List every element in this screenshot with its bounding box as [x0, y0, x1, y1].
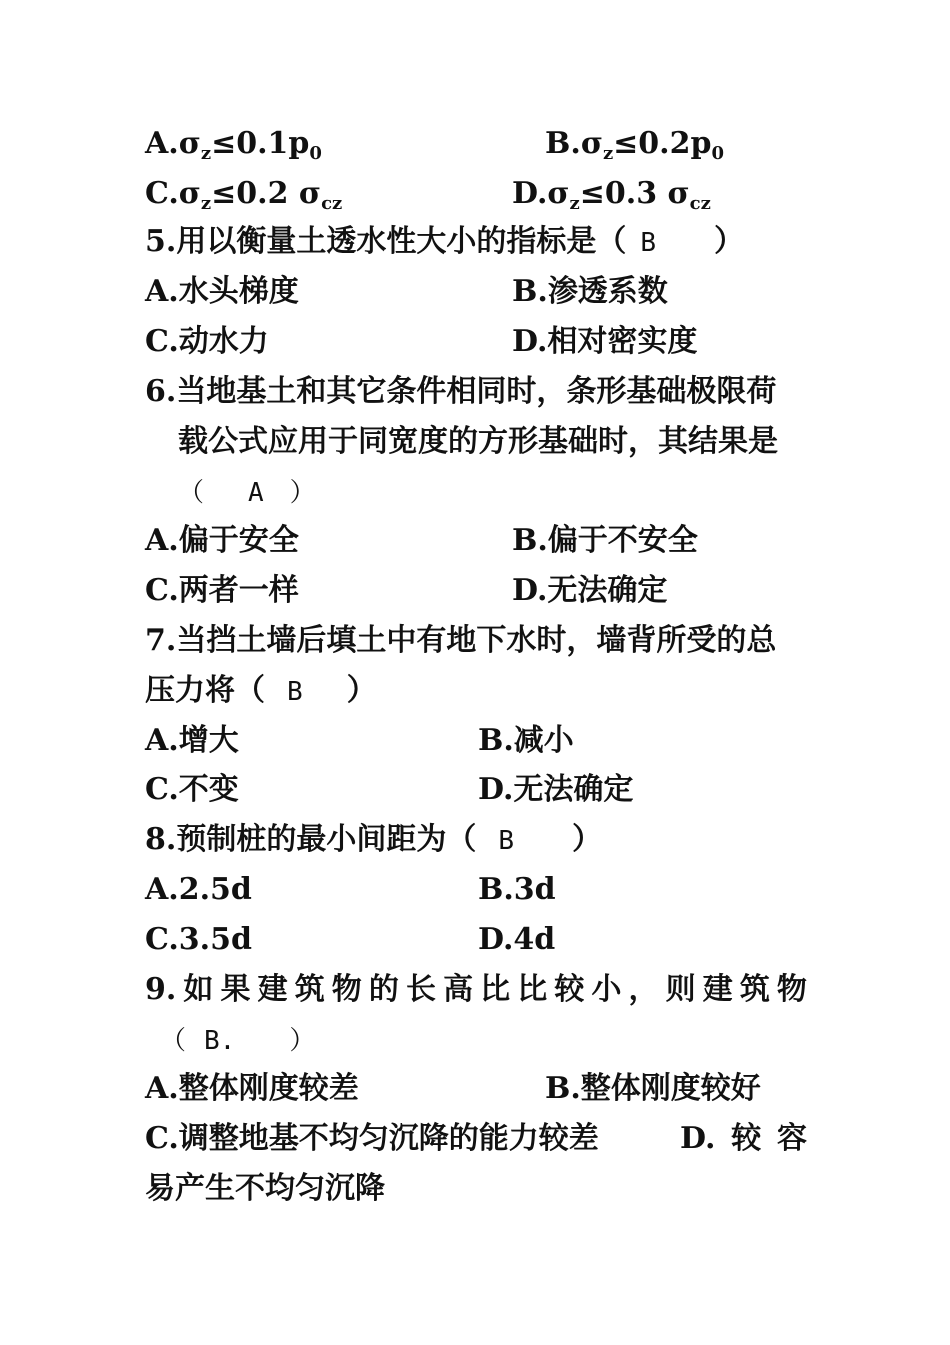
- q6-option-c: C.两者一样: [145, 573, 299, 608]
- q6-option-a: A.偏于安全: [145, 523, 299, 558]
- q8-option-d: D.4d: [478, 922, 556, 957]
- q9-answer: B.: [204, 1026, 236, 1056]
- q4-option-d: $D.\sigma_z\le 0.3$ $\sigma_{cz}$: [512, 176, 711, 214]
- q7-option-c: C.不变: [145, 772, 239, 807]
- q6-stem-line2: 载公式应用于同宽度的方形基础时，其结果是: [178, 424, 778, 459]
- q4-option-b: $B.\sigma_z\le 0.2p_0$: [545, 126, 725, 164]
- q9-option-d-cont: 易产生不均匀沉降: [145, 1171, 385, 1206]
- q9-option-a: A.整体刚度较差: [145, 1071, 359, 1106]
- q7-answer: B: [287, 677, 303, 707]
- q9-option-d: D. 较 容: [680, 1121, 807, 1156]
- q9-option-b: B.整体刚度较好: [545, 1071, 761, 1106]
- q6-stem-line1: 6.当地基土和其它条件相同时，条形基础极限荷: [145, 374, 777, 409]
- q7-option-b: B.减小: [478, 723, 574, 758]
- q8-option-a: A.2.5d: [145, 872, 252, 907]
- q6-option-b: B.偏于不安全: [512, 523, 698, 558]
- q6-option-d: D.无法确定: [512, 573, 668, 608]
- q4-option-c: $C.\sigma_z\le 0.2$ $\sigma_{cz}$: [145, 176, 343, 214]
- q5-stem: 5.用以衡量土透水性大小的指标是（ B ）: [145, 224, 744, 259]
- q5-option-b: B.渗透系数: [512, 274, 668, 309]
- q7-option-a: A.增大: [145, 723, 239, 758]
- q6-answer: A: [248, 478, 264, 508]
- q8-option-c: C.3.5d: [145, 922, 252, 957]
- q4-option-a: $A.\sigma_z\le 0.1p_0$: [145, 126, 322, 164]
- q8-answer: B: [498, 826, 514, 856]
- q9-answer-line: （ B. ）: [160, 1026, 316, 1056]
- q5-option-d: D.相对密实度: [512, 324, 698, 359]
- q7-option-d: D.无法确定: [478, 772, 634, 807]
- q9-stem: 9. 如 果 建 筑 物 的 长 高 比 比 较 小 ， 则 建 筑 物: [145, 972, 807, 1007]
- q5-option-c: C.动水力: [145, 324, 269, 359]
- q5-option-a: A.水头梯度: [145, 274, 299, 309]
- q6-answer-line: （ A ）: [178, 478, 316, 508]
- q7-stem-line2: 压力将（ B ）: [145, 673, 377, 708]
- q8-stem: 8.预制桩的最小间距为（ B ）: [145, 822, 602, 857]
- q5-answer: B: [640, 228, 656, 258]
- q8-option-b: B.3d: [478, 872, 556, 907]
- q9-option-c: C.调整地基不均匀沉降的能力较差: [145, 1121, 599, 1156]
- q7-stem-line1: 7.当挡土墙后填土中有地下水时，墙背所受的总: [145, 623, 777, 658]
